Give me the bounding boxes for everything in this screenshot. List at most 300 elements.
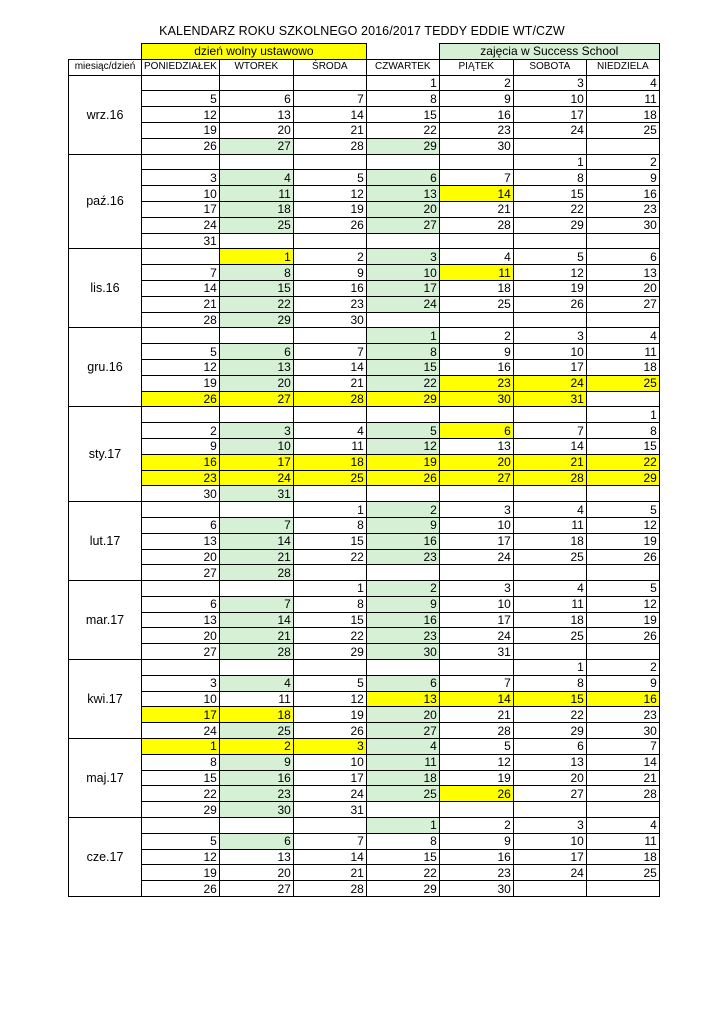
- day-cell: [366, 154, 439, 170]
- week-row: [69, 91, 660, 107]
- day-cell: 7: [513, 423, 586, 439]
- day-cell: [219, 581, 293, 597]
- day-cell: [293, 565, 366, 581]
- day-cell: [439, 660, 513, 676]
- month-label: mar.17: [69, 581, 142, 660]
- day-cell: [142, 407, 220, 423]
- day-cell: 6: [219, 91, 293, 107]
- day-cell: 21: [293, 122, 366, 138]
- day-cell: 3: [513, 328, 586, 344]
- day-cell: 5: [293, 675, 366, 691]
- day-cell: [439, 565, 513, 581]
- header-sunday: NIEDZIELA: [586, 59, 659, 75]
- day-cell: 28: [439, 723, 513, 739]
- day-cell: 5: [142, 833, 220, 849]
- week-row: [69, 502, 660, 518]
- day-cell: 12: [586, 596, 659, 612]
- day-cell: 28: [586, 786, 659, 802]
- day-cell: 30: [366, 644, 439, 660]
- week-row: [69, 186, 660, 202]
- day-cell: 15: [142, 770, 220, 786]
- day-cell: 9: [586, 675, 659, 691]
- day-cell: 5: [586, 502, 659, 518]
- day-cell: 7: [219, 517, 293, 533]
- day-cell: 29: [513, 217, 586, 233]
- day-cell: 5: [142, 91, 220, 107]
- day-cell: [293, 75, 366, 91]
- day-cell: [586, 391, 659, 407]
- day-cell: 26: [586, 628, 659, 644]
- day-cell: 13: [219, 849, 293, 865]
- week-row: [69, 438, 660, 454]
- day-cell: 17: [366, 280, 439, 296]
- day-cell: 13: [513, 754, 586, 770]
- day-cell: 27: [513, 786, 586, 802]
- day-cell: 29: [142, 802, 220, 818]
- day-cell: 17: [219, 454, 293, 470]
- day-cell: 20: [586, 280, 659, 296]
- day-cell: 14: [219, 533, 293, 549]
- week-row: [69, 423, 660, 439]
- day-cell: [513, 565, 586, 581]
- day-cell: 18: [219, 707, 293, 723]
- month-label: cze.17: [69, 818, 142, 897]
- day-cell: 3: [219, 423, 293, 439]
- day-cell: 17: [439, 533, 513, 549]
- day-cell: 4: [586, 75, 659, 91]
- week-row: [69, 138, 660, 154]
- day-cell: [142, 502, 220, 518]
- day-cell: 30: [586, 723, 659, 739]
- day-cell: [439, 154, 513, 170]
- day-cell: 11: [586, 833, 659, 849]
- day-cell: 21: [293, 865, 366, 881]
- day-cell: 23: [586, 201, 659, 217]
- day-cell: 26: [293, 217, 366, 233]
- day-cell: [219, 502, 293, 518]
- day-cell: 18: [513, 533, 586, 549]
- week-row: [69, 328, 660, 344]
- day-cell: 2: [586, 660, 659, 676]
- day-cell: 12: [513, 265, 586, 281]
- day-cell: 6: [586, 249, 659, 265]
- day-cell: 12: [293, 691, 366, 707]
- day-cell: 5: [513, 249, 586, 265]
- day-cell: 25: [219, 723, 293, 739]
- day-cell: [219, 154, 293, 170]
- day-cell: [586, 312, 659, 328]
- month-label: sty.17: [69, 407, 142, 502]
- week-row: [69, 596, 660, 612]
- day-cell: 19: [293, 707, 366, 723]
- day-cell: 16: [439, 359, 513, 375]
- day-cell: 10: [513, 91, 586, 107]
- day-cell: 14: [293, 107, 366, 123]
- page-title: KALENDARZ ROKU SZKOLNEGO 2016/2017 TEDDY EDDIE WT/CZW: [159, 24, 565, 38]
- day-cell: 10: [439, 517, 513, 533]
- month-label: lut.17: [69, 502, 142, 581]
- week-row: [69, 154, 660, 170]
- day-cell: 22: [366, 865, 439, 881]
- week-row: [69, 628, 660, 644]
- week-row: [69, 786, 660, 802]
- day-cell: 27: [219, 138, 293, 154]
- day-cell: 18: [586, 849, 659, 865]
- week-row: [69, 865, 660, 881]
- day-cell: 23: [586, 707, 659, 723]
- week-row: [69, 644, 660, 660]
- month-label: wrz.16: [69, 75, 142, 154]
- day-cell: 6: [439, 423, 513, 439]
- day-cell: 23: [366, 549, 439, 565]
- week-row: [69, 375, 660, 391]
- day-cell: 10: [513, 344, 586, 360]
- day-cell: 16: [366, 533, 439, 549]
- day-cell: 6: [513, 739, 586, 755]
- day-cell: 23: [142, 470, 220, 486]
- day-cell: 5: [142, 344, 220, 360]
- day-cell: 20: [439, 454, 513, 470]
- week-row: [69, 533, 660, 549]
- day-cell: [439, 233, 513, 249]
- day-cell: 2: [439, 818, 513, 834]
- week-row: [69, 391, 660, 407]
- day-cell: 3: [293, 739, 366, 755]
- day-cell: 25: [366, 786, 439, 802]
- day-cell: 3: [513, 818, 586, 834]
- week-row: [69, 675, 660, 691]
- day-cell: 29: [513, 723, 586, 739]
- day-cell: 9: [439, 344, 513, 360]
- header-monday: PONIEDZIAŁEK: [142, 59, 220, 75]
- day-cell: 16: [293, 280, 366, 296]
- header-friday: PIĄTEK: [439, 59, 513, 75]
- day-cell: 8: [219, 265, 293, 281]
- week-row: [69, 881, 660, 897]
- month-label: lis.16: [69, 249, 142, 328]
- day-cell: 17: [513, 107, 586, 123]
- day-cell: [219, 233, 293, 249]
- day-cell: 1: [366, 328, 439, 344]
- day-cell: 5: [586, 581, 659, 597]
- legend-row: [69, 44, 660, 60]
- day-cell: 29: [366, 391, 439, 407]
- day-cell: 10: [142, 186, 220, 202]
- day-cell: [439, 802, 513, 818]
- day-cell: 11: [219, 691, 293, 707]
- day-cell: 3: [142, 675, 220, 691]
- day-cell: 10: [513, 833, 586, 849]
- week-row: [69, 549, 660, 565]
- day-cell: 2: [439, 328, 513, 344]
- day-cell: 1: [293, 502, 366, 518]
- day-cell: 23: [219, 786, 293, 802]
- day-cell: 17: [142, 707, 220, 723]
- day-cell: 4: [366, 739, 439, 755]
- day-cell: 2: [366, 581, 439, 597]
- day-cell: [513, 233, 586, 249]
- day-cell: 27: [366, 723, 439, 739]
- day-cell: 3: [142, 170, 220, 186]
- day-cell: [293, 407, 366, 423]
- day-cell: 19: [586, 533, 659, 549]
- day-cell: [293, 328, 366, 344]
- day-cell: 27: [219, 391, 293, 407]
- week-row: [69, 75, 660, 91]
- day-cell: [293, 818, 366, 834]
- day-cell: 22: [366, 122, 439, 138]
- day-cell: 5: [439, 739, 513, 755]
- day-cell: 14: [439, 691, 513, 707]
- day-cell: 4: [513, 581, 586, 597]
- day-cell: 11: [586, 344, 659, 360]
- day-cell: 22: [219, 296, 293, 312]
- day-cell: 14: [219, 612, 293, 628]
- day-cell: [586, 565, 659, 581]
- day-cell: [586, 881, 659, 897]
- day-cell: 29: [366, 881, 439, 897]
- day-cell: [586, 233, 659, 249]
- day-cell: [142, 328, 220, 344]
- day-cell: 5: [366, 423, 439, 439]
- day-cell: 4: [439, 249, 513, 265]
- day-cell: 25: [219, 217, 293, 233]
- day-cell: 18: [219, 201, 293, 217]
- day-cell: 16: [142, 454, 220, 470]
- day-cell: 25: [439, 296, 513, 312]
- day-cell: 30: [142, 486, 220, 502]
- day-cell: 25: [513, 628, 586, 644]
- day-cell: 27: [219, 881, 293, 897]
- day-cell: 13: [439, 438, 513, 454]
- day-cell: 21: [142, 296, 220, 312]
- day-cell: 26: [586, 549, 659, 565]
- day-cell: 12: [586, 517, 659, 533]
- day-cell: [366, 565, 439, 581]
- day-cell: 28: [219, 565, 293, 581]
- day-cell: 29: [586, 470, 659, 486]
- day-cell: 1: [513, 660, 586, 676]
- day-cell: 13: [142, 533, 220, 549]
- day-cell: 7: [439, 170, 513, 186]
- week-row: [69, 770, 660, 786]
- day-cell: 7: [293, 91, 366, 107]
- day-cell: 29: [366, 138, 439, 154]
- day-cell: 29: [219, 312, 293, 328]
- day-cell: 24: [219, 470, 293, 486]
- day-cell: 13: [366, 186, 439, 202]
- day-cell: 6: [142, 517, 220, 533]
- day-cell: 4: [293, 423, 366, 439]
- day-cell: 20: [219, 375, 293, 391]
- day-cell: 30: [439, 391, 513, 407]
- day-cell: 14: [586, 754, 659, 770]
- day-cell: 20: [142, 628, 220, 644]
- day-cell: 21: [293, 375, 366, 391]
- day-cell: 20: [142, 549, 220, 565]
- day-cell: 10: [142, 691, 220, 707]
- day-cell: 11: [439, 265, 513, 281]
- day-cell: 30: [586, 217, 659, 233]
- day-cell: 24: [142, 217, 220, 233]
- day-cell: 1: [513, 154, 586, 170]
- day-cell: 23: [439, 865, 513, 881]
- legend-holiday: dzień wolny ustawowo: [142, 44, 367, 60]
- week-row: [69, 296, 660, 312]
- day-cell: [586, 644, 659, 660]
- day-cell: 7: [293, 833, 366, 849]
- day-cell: [586, 486, 659, 502]
- day-cell: 16: [586, 691, 659, 707]
- day-cell: 28: [219, 644, 293, 660]
- week-row: [69, 612, 660, 628]
- day-cell: 19: [366, 454, 439, 470]
- week-row: [69, 107, 660, 123]
- day-cell: [513, 138, 586, 154]
- day-cell: 6: [142, 596, 220, 612]
- day-cell: 8: [142, 754, 220, 770]
- day-cell: 3: [366, 249, 439, 265]
- day-cell: 22: [586, 454, 659, 470]
- day-cell: 30: [219, 802, 293, 818]
- day-cell: [293, 154, 366, 170]
- day-cell: 31: [513, 391, 586, 407]
- day-cell: 24: [366, 296, 439, 312]
- week-row: [69, 802, 660, 818]
- day-cell: 15: [586, 438, 659, 454]
- day-cell: 14: [293, 849, 366, 865]
- day-cell: [366, 233, 439, 249]
- week-row: [69, 344, 660, 360]
- header-thursday: CZWARTEK: [366, 59, 439, 75]
- week-row: [69, 565, 660, 581]
- month-label: gru.16: [69, 328, 142, 407]
- day-cell: 18: [513, 612, 586, 628]
- week-row: [69, 517, 660, 533]
- day-cell: 12: [142, 107, 220, 123]
- month-label: kwi.17: [69, 660, 142, 739]
- day-cell: [366, 407, 439, 423]
- day-cell: [142, 249, 220, 265]
- day-cell: 21: [219, 549, 293, 565]
- week-row: [69, 691, 660, 707]
- day-cell: 7: [142, 265, 220, 281]
- day-cell: 30: [439, 881, 513, 897]
- day-cell: 12: [293, 186, 366, 202]
- day-cell: 26: [513, 296, 586, 312]
- day-cell: 26: [439, 786, 513, 802]
- week-row: [69, 170, 660, 186]
- day-cell: 15: [219, 280, 293, 296]
- legend-spacer: [69, 44, 142, 60]
- day-cell: 23: [366, 628, 439, 644]
- day-cell: 15: [513, 691, 586, 707]
- day-cell: 31: [439, 644, 513, 660]
- day-cell: 24: [513, 865, 586, 881]
- day-cell: 18: [366, 770, 439, 786]
- day-cell: 22: [293, 549, 366, 565]
- day-cell: 3: [439, 502, 513, 518]
- day-cell: 20: [366, 201, 439, 217]
- day-cell: 21: [219, 628, 293, 644]
- day-cell: 11: [513, 596, 586, 612]
- day-cell: 21: [586, 770, 659, 786]
- week-row: [69, 217, 660, 233]
- day-cell: [366, 312, 439, 328]
- day-cell: 22: [142, 786, 220, 802]
- day-cell: 26: [293, 723, 366, 739]
- week-row: [69, 486, 660, 502]
- day-cell: 17: [293, 770, 366, 786]
- day-cell: 2: [293, 249, 366, 265]
- day-cell: 9: [366, 517, 439, 533]
- day-cell: 1: [366, 75, 439, 91]
- day-cell: 14: [513, 438, 586, 454]
- day-cell: 10: [219, 438, 293, 454]
- week-row: [69, 280, 660, 296]
- day-cell: 10: [439, 596, 513, 612]
- day-cell: 20: [219, 122, 293, 138]
- day-cell: [513, 802, 586, 818]
- day-cell: 4: [219, 170, 293, 186]
- day-cell: 28: [293, 881, 366, 897]
- day-cell: [142, 154, 220, 170]
- day-cell: 24: [513, 375, 586, 391]
- day-cell: 19: [142, 865, 220, 881]
- day-cell: [219, 407, 293, 423]
- day-cell: 1: [293, 581, 366, 597]
- day-cell: 28: [142, 312, 220, 328]
- week-row: [69, 454, 660, 470]
- day-cell: 24: [513, 122, 586, 138]
- day-cell: 9: [439, 91, 513, 107]
- day-cell: [142, 818, 220, 834]
- day-cell: 12: [142, 849, 220, 865]
- day-cell: 10: [293, 754, 366, 770]
- day-cell: 15: [366, 107, 439, 123]
- legend-school: zajęcia w Success School: [439, 44, 659, 60]
- day-cell: 11: [366, 754, 439, 770]
- day-cell: 23: [439, 375, 513, 391]
- day-cell: 8: [586, 423, 659, 439]
- day-cell: 30: [293, 312, 366, 328]
- day-cell: 27: [142, 644, 220, 660]
- day-cell: 16: [439, 107, 513, 123]
- week-row: [69, 723, 660, 739]
- day-cell: 24: [293, 786, 366, 802]
- day-cell: 31: [142, 233, 220, 249]
- day-cell: 27: [586, 296, 659, 312]
- day-cell: 20: [513, 770, 586, 786]
- day-cell: 25: [586, 122, 659, 138]
- day-cell: 13: [586, 265, 659, 281]
- day-cell: 11: [513, 517, 586, 533]
- day-cell: 9: [142, 438, 220, 454]
- day-cell: [513, 644, 586, 660]
- day-cell: 11: [219, 186, 293, 202]
- week-row: [69, 359, 660, 375]
- day-cell: 17: [513, 359, 586, 375]
- header-month-day: miesiąc/dzień: [69, 59, 142, 75]
- month-label: paź.16: [69, 154, 142, 249]
- day-cell: 9: [219, 754, 293, 770]
- day-cell: [366, 802, 439, 818]
- day-cell: 1: [219, 249, 293, 265]
- day-cell: 11: [293, 438, 366, 454]
- day-cell: 18: [586, 107, 659, 123]
- day-cell: 28: [439, 217, 513, 233]
- day-cell: 18: [293, 454, 366, 470]
